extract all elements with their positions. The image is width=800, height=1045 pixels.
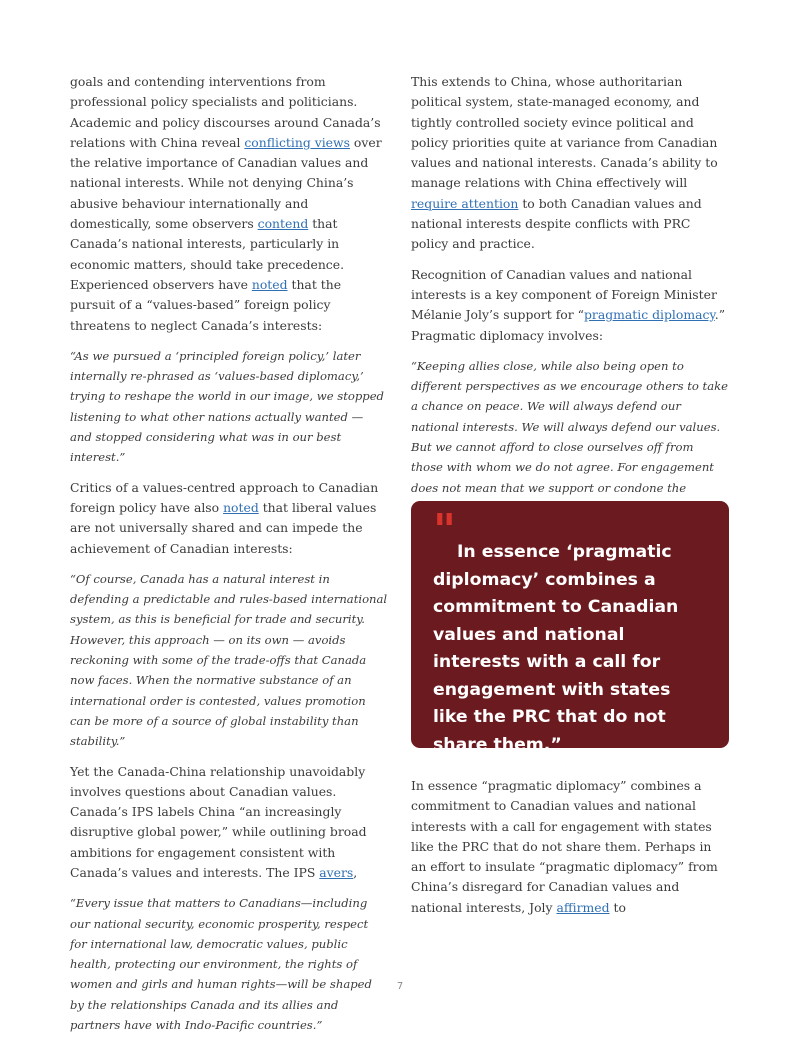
- text: Critics of a values-centred approach to Canadian foreign policy have also: [70, 479, 379, 515]
- text: that the pursuit of a “values-based” foreign policy threatens to neglect Canada’s interests:: [70, 276, 342, 333]
- text: Recognition of Canadian values and national interests is a key component of Foreign Minister Mélanie Joly’s support for “: [411, 266, 717, 323]
- left-column: [70, 72, 388, 1045]
- left-paragraph-2: [70, 478, 388, 559]
- text: Yet the Canada-China relationship unavoidably involves questions about Canadian values. Canada’s IPS labels China “an increasingly disruptive global power,” while outlining broad ambitions for engagement consistent with Canada’s values and interests. The IPS: [70, 763, 367, 880]
- text: This extends to China, whose authoritarian political system, state-managed economy, and tightly controlled society evince political and policy priorities quite at variance from Canadian values and national interests. Canada’s ability to manage relations with China effectively will: [411, 74, 718, 191]
- noted-link[interactable]: noted: [251, 276, 288, 292]
- right-paragraph-3: [411, 776, 729, 918]
- pragmatic-diplomacy-link[interactable]: pragmatic diplomacy: [583, 307, 715, 323]
- require-attention-link[interactable]: require attention: [411, 195, 519, 211]
- right-paragraph-1: [411, 72, 729, 255]
- text: goals and contending interventions from professional policy specialists and politicians. Academic and policy discourses around Canada’s relations with China reveal: [70, 74, 381, 150]
- right-column: [411, 72, 729, 528]
- affirmed-link[interactable]: affirmed: [556, 899, 610, 915]
- pull-quote-text: In essence ‘pragmatic diplomacy’ combines a commitment to Canadian values and national interests with a call for engagement with states like the PRC that do not share them.”: [433, 542, 679, 755]
- avers-link[interactable]: avers: [319, 864, 354, 880]
- left-paragraph-3: [70, 762, 388, 884]
- left-quote-1: “As we pursued a ‘principled foreign policy,’ later internally re-phrased as ‘values-based diplomacy,’ trying to reshape the world in our image, we stopped listening to what other nations actually wanted — and stopped considering what was in our best interest.”: [70, 348, 384, 465]
- page-number: 7: [396, 981, 404, 992]
- right-quote-1: “Keeping allies close, while also being open to different perspectives as we encourage others to take a chance on peace. We will always defend our national interests. We will always defend our values. But we cannot afford to close ourselves off from those with whom we do not agree. For engagement does not mean that we support or condone the: [411, 358, 729, 495]
- conflicting-views-link[interactable]: conflicting views: [244, 134, 350, 150]
- text: ,: [353, 864, 358, 880]
- left-quote-2: “Of course, Canada has a natural interest in defending a predictable and rules-based international system, as this is beneficial for trade and security. However, this approach — on its own — avoids reckoning with some of the trade-offs that Canada now faces. When the normative substance of an international order is contested, values promotion can be more of a source of global instability than stability.”: [70, 571, 388, 749]
- text: over the relative importance of Canadian values and national interests. While not denying China’s abusive behaviour internationally and domestically, some observers: [70, 134, 382, 232]
- text: to both Canadian values and national interests despite conflicts with PRC policy and practice.: [411, 195, 702, 252]
- text: that liberal values are not universally shared and can impede the achievement of Canadian interests:: [70, 499, 377, 556]
- left-paragraph-1: [70, 72, 388, 336]
- contend-link[interactable]: contend: [257, 216, 309, 232]
- left-quote-3: “Every issue that matters to Canadians—including our national security, economic prosperity, respect for international law, democratic values, public health, protecting our environment, the rights of women and girls and human rights—will be shaped by the relationships Canada and its allies and partners have with Indo-Pacific countries.”: [70, 896, 372, 1033]
- text: that Canada’s national interests, particularly in economic matters, should take precedence. Experienced observers have: [70, 216, 345, 292]
- quote-mark-icon: ": [433, 505, 456, 556]
- text: .” Pragmatic diplomacy involves:: [411, 307, 726, 343]
- text: to: [609, 899, 626, 915]
- text: In essence “pragmatic diplomacy” combines a commitment to Canadian values and national interests with a call for engagement with states like the PRC that do not share them. Perhaps in an effort to insulate “pragmatic diplomacy” from China’s disregard for Canadian values and national interests, Joly: [411, 778, 718, 915]
- noted-link-2[interactable]: noted: [223, 499, 259, 515]
- right-paragraph-2: [411, 265, 729, 346]
- pull-quote-callout: [411, 501, 729, 755]
